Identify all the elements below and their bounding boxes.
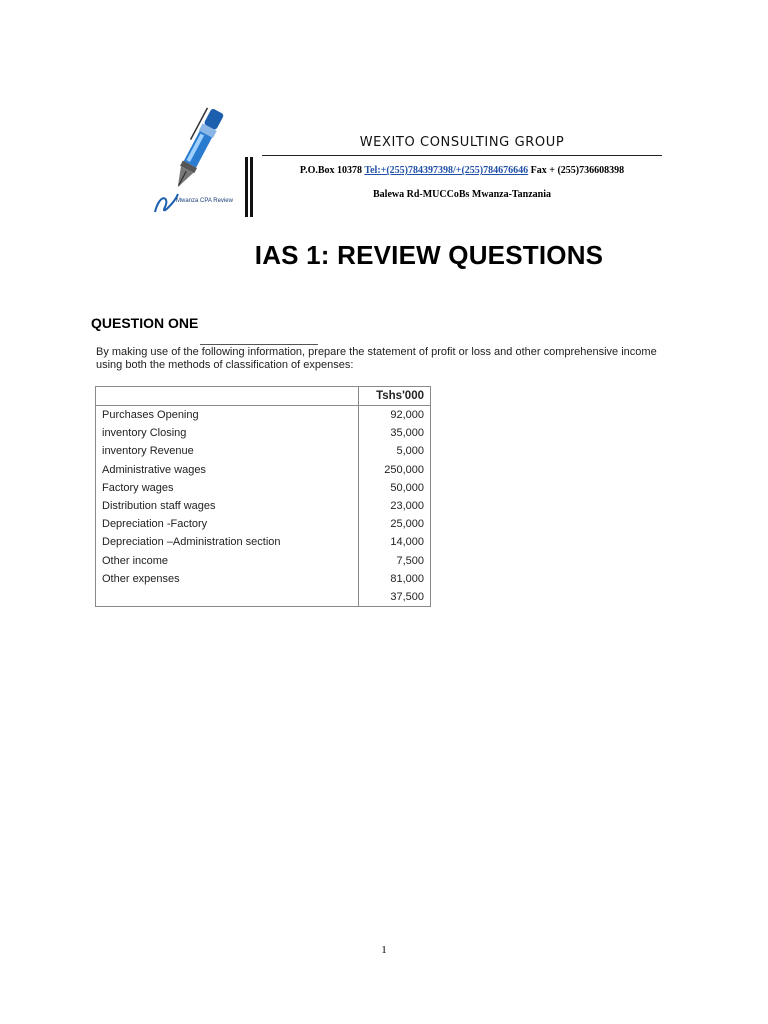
row-label: inventory Revenue <box>96 442 359 460</box>
question-intro: By making use of the following information, prepare the statement of profit or loss and other comprehensive income using both the methods of classification of expenses: <box>96 346 657 371</box>
row-amount: 23,000 <box>359 497 431 515</box>
row-label: Depreciation -Factory <box>96 515 359 533</box>
table-row <box>96 570 431 588</box>
address-line: Balewa Rd-MUCCoBs Mwanza-Tanzania <box>373 189 551 200</box>
question-heading: QUESTION ONE <box>91 315 199 331</box>
row-label: Other income <box>96 552 359 570</box>
row-label: Other expenses <box>96 570 359 588</box>
table-row <box>96 552 431 570</box>
table-row <box>96 497 431 515</box>
row-amount: 5,000 <box>359 442 431 460</box>
row-amount: 25,000 <box>359 515 431 533</box>
row-amount: 50,000 <box>359 479 431 497</box>
heading-rule <box>200 344 318 345</box>
contact-line <box>262 165 662 176</box>
table-row <box>96 515 431 533</box>
row-label: Administrative wages <box>96 461 359 479</box>
row-amount: 81,000 <box>359 570 431 588</box>
table-header-label <box>96 387 359 406</box>
po-box: P.O.Box 10378 <box>299 165 363 176</box>
table-row <box>96 479 431 497</box>
row-label: Factory wages <box>96 479 359 497</box>
data-table <box>95 386 431 607</box>
row-amount: 35,000 <box>359 424 431 442</box>
header-divider <box>262 155 662 156</box>
row-label <box>96 588 359 607</box>
fax-number: Fax + (255)736608398 <box>530 165 625 176</box>
table-row <box>96 461 431 479</box>
row-label: Depreciation –Administration section <box>96 533 359 551</box>
row-amount: 14,000 <box>359 533 431 551</box>
row-amount: 7,500 <box>359 552 431 570</box>
page-number: 1 <box>381 944 387 956</box>
row-amount: 250,000 <box>359 461 431 479</box>
row-label: inventory Closing <box>96 424 359 442</box>
pen-icon <box>150 102 262 224</box>
table-header-amount: Tshs'000 <box>359 387 431 406</box>
row-amount: 37,500 <box>359 588 431 607</box>
table-row <box>96 406 431 425</box>
table-row <box>96 442 431 460</box>
telephone-link[interactable]: Tel:+(255)784397398/+(255)784676646 <box>364 165 529 176</box>
table-header-row <box>96 387 431 406</box>
row-label: Distribution staff wages <box>96 497 359 515</box>
row-amount: 92,000 <box>359 406 431 425</box>
table-row <box>96 533 431 551</box>
table-row <box>96 588 431 607</box>
table-row <box>96 424 431 442</box>
logo-text: Mwanza CPA Review <box>176 198 233 204</box>
page-title: IAS 1: REVIEW QUESTIONS <box>254 240 604 270</box>
row-label: Purchases Opening <box>96 406 359 425</box>
company-logo <box>150 102 262 224</box>
company-name: WEXITO CONSULTING GROUP <box>359 135 565 150</box>
